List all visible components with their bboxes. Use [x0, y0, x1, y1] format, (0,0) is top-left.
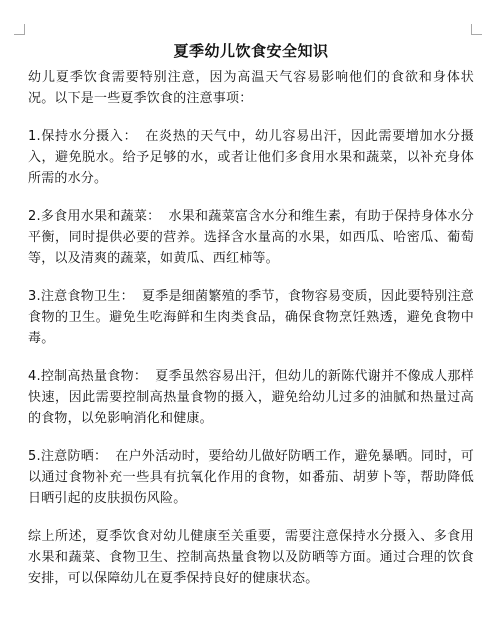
section-5-label: 5.注意防晒：: [28, 449, 108, 464]
section-5-text: 在户外活动时，要给幼儿做好防晒工作，避免暴晒。同时，可以通过食物补充一些具有抗氧化作用的食物，如番茄、胡萝卜等，帮助降低日晒引起的皮肤损伤风险。: [28, 449, 474, 506]
section-2-text: 水果和蔬菜富含水分和维生素，有助于保持身体水分平衡，同时提供必要的营养。选择含水量高的水果，如西瓜、哈密瓜、葡萄等，以及清爽的蔬菜，如黄瓜、西红柿等。: [28, 209, 474, 266]
crop-mark-top-right: [471, 24, 482, 35]
section-1-paragraph: [28, 126, 474, 189]
section-3-label: 3.注意食物卫生：: [28, 289, 134, 304]
conclusion-paragraph: 综上所述，夏季饮食对幼儿健康至关重要，需要注意保持水分摄入、多食用水果和蔬菜、食物卫生、控制高热量食物以及防晒等方面。通过合理的饮食安排，可以保障幼儿在夏季保持良好的健康状态。: [28, 529, 474, 586]
section-2-paragraph: [28, 206, 474, 269]
document-body: [28, 40, 474, 606]
section-1-text: 在炎热的天气中，幼儿容易出汗，因此需要增加水分摄入，避免脱水。给予足够的水，或者让他们多食用水果和蔬菜，以补充身体所需的水分。: [28, 129, 474, 186]
section-3-text: 夏季是细菌繁殖的季节，食物容易变质，因此要特别注意食物的卫生。避免生吃海鲜和生肉类食品，确保食物烹饪熟透，避免食物中毒。: [28, 289, 474, 346]
crop-mark-top-left: [14, 24, 25, 35]
section-5-paragraph: [28, 446, 474, 509]
section-4-text: 夏季虽然容易出汗，但幼儿的新陈代谢并不像成人那样快速，因此需要控制高热量食物的摄入，避免给幼儿过多的油腻和热量过高的食物，以免影响消化和健康。: [28, 369, 474, 426]
intro-paragraph: 幼儿夏季饮食需要特别注意，因为高温天气容易影响他们的食欲和身体状况。以下是一些夏季饮食的注意事项：: [28, 70, 474, 106]
section-1-label: 1.保持水分摄入：: [28, 129, 138, 144]
section-3-paragraph: [28, 286, 474, 349]
document-title: 夏季幼儿饮食安全知识: [173, 42, 329, 60]
section-4-paragraph: [28, 366, 474, 429]
section-2-label: 2.多食用水果和蔬菜：: [28, 209, 161, 224]
section-4-label: 4.控制高热量食物：: [28, 369, 148, 384]
